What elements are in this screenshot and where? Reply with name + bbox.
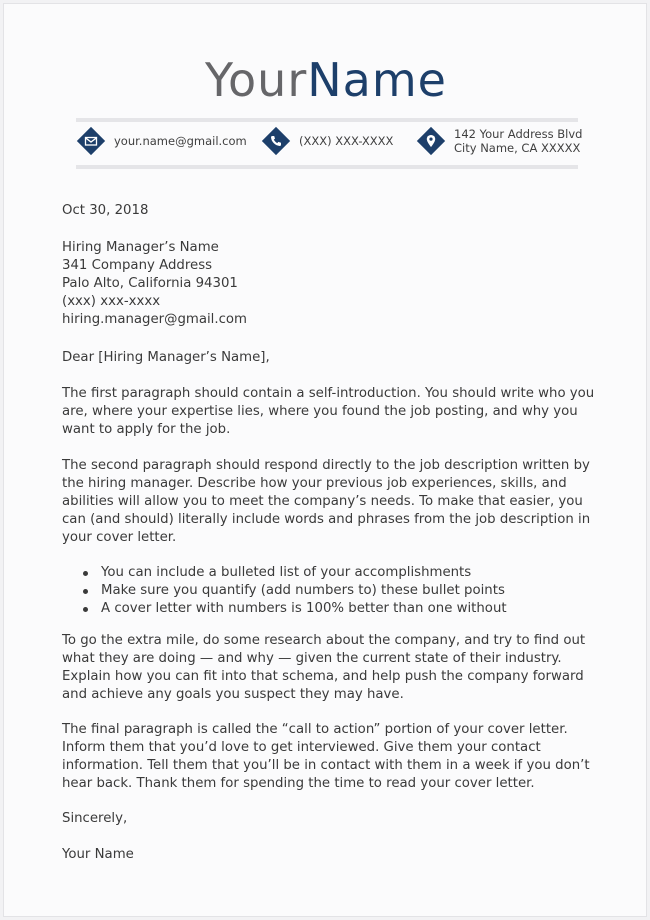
paragraph-1 — [62, 385, 602, 439]
cover-letter-page — [3, 3, 647, 917]
paragraph-line: The first paragraph should contain a self-introduction. You should write who you — [62, 386, 595, 401]
page-title — [4, 52, 648, 108]
paragraph-line: and achieve any goals you suspect they may have. — [62, 687, 404, 702]
paragraph-line: abilities will allow you to meet the company’s needs. To make that easier, you — [62, 494, 583, 509]
paragraph-line: the hiring manager. Describe how your previous job experiences, skills, and — [62, 476, 567, 491]
address-line-2: City Name, CA XXXXX — [454, 141, 581, 155]
paragraph-2 — [62, 457, 602, 547]
list-item: Make sure you quantify (add numbers to) these bullet points — [62, 582, 602, 600]
header-top-rule — [76, 118, 578, 122]
address-line-1: 142 Your Address Blvd — [454, 127, 583, 141]
closing: Sincerely, — [62, 811, 128, 826]
first-name: Your — [205, 53, 308, 107]
list-item: You can include a bulleted list of your accomplishments — [62, 564, 602, 582]
paragraph-line: what they are doing — and why — given the current state of their industry. — [62, 651, 562, 666]
recipient-city: Palo Alto, California 94301 — [62, 276, 238, 291]
paragraph-line: want to apply for the job. — [62, 422, 231, 437]
phone-icon — [261, 126, 291, 156]
paragraph-line: are, where your expertise lies, where you found the job posting, and why you — [62, 404, 578, 419]
paragraph-4 — [62, 721, 602, 793]
recipient-block — [62, 239, 602, 329]
location-pin-icon — [416, 126, 446, 156]
recipient-address: 341 Company Address — [62, 258, 213, 273]
paragraph-3 — [62, 632, 602, 704]
letter-date: Oct 30, 2018 — [62, 203, 149, 218]
paragraph-line: can (and should) literally include words and phrases from the job description in — [62, 512, 591, 527]
last-name: Name — [307, 53, 447, 107]
paragraph-line: To go the extra mile, do some research about the company, and try to find out — [62, 633, 586, 648]
paragraph-line: hear back. Thank them for spending the time to read your cover letter. — [62, 776, 535, 791]
paragraph-line: your cover letter. — [62, 530, 177, 545]
paragraph-line: information. Tell them that you’ll be in contact with them in a week if you don’t — [62, 758, 590, 773]
recipient-phone: (xxx) xxx-xxxx — [62, 294, 161, 309]
recipient-email: hiring.manager@gmail.com — [62, 312, 247, 327]
header-bottom-rule — [76, 165, 578, 169]
phone-text: (XXX) XXX-XXXX — [299, 134, 394, 148]
list-item: A cover letter with numbers is 100% better than one without — [62, 600, 602, 618]
email-icon — [76, 126, 106, 156]
paragraph-line: The final paragraph is called the “call to action” portion of your cover letter. — [62, 722, 568, 737]
paragraph-line: The second paragraph should respond directly to the job description written by — [62, 458, 590, 473]
contact-address — [416, 126, 582, 156]
email-text: your.name@gmail.com — [114, 134, 247, 148]
paragraph-line: Explain how you can fit into that schema, and help push the company forward — [62, 669, 584, 684]
recipient-name: Hiring Manager’s Name — [62, 240, 219, 255]
contact-phone — [261, 126, 393, 156]
paragraph-line: Inform them that you’d love to get interviewed. Give them your contact — [62, 740, 541, 755]
accomplishment-list — [62, 564, 602, 618]
contact-email — [76, 126, 247, 156]
signature: Your Name — [62, 847, 134, 862]
salutation: Dear [Hiring Manager’s Name], — [62, 350, 270, 365]
